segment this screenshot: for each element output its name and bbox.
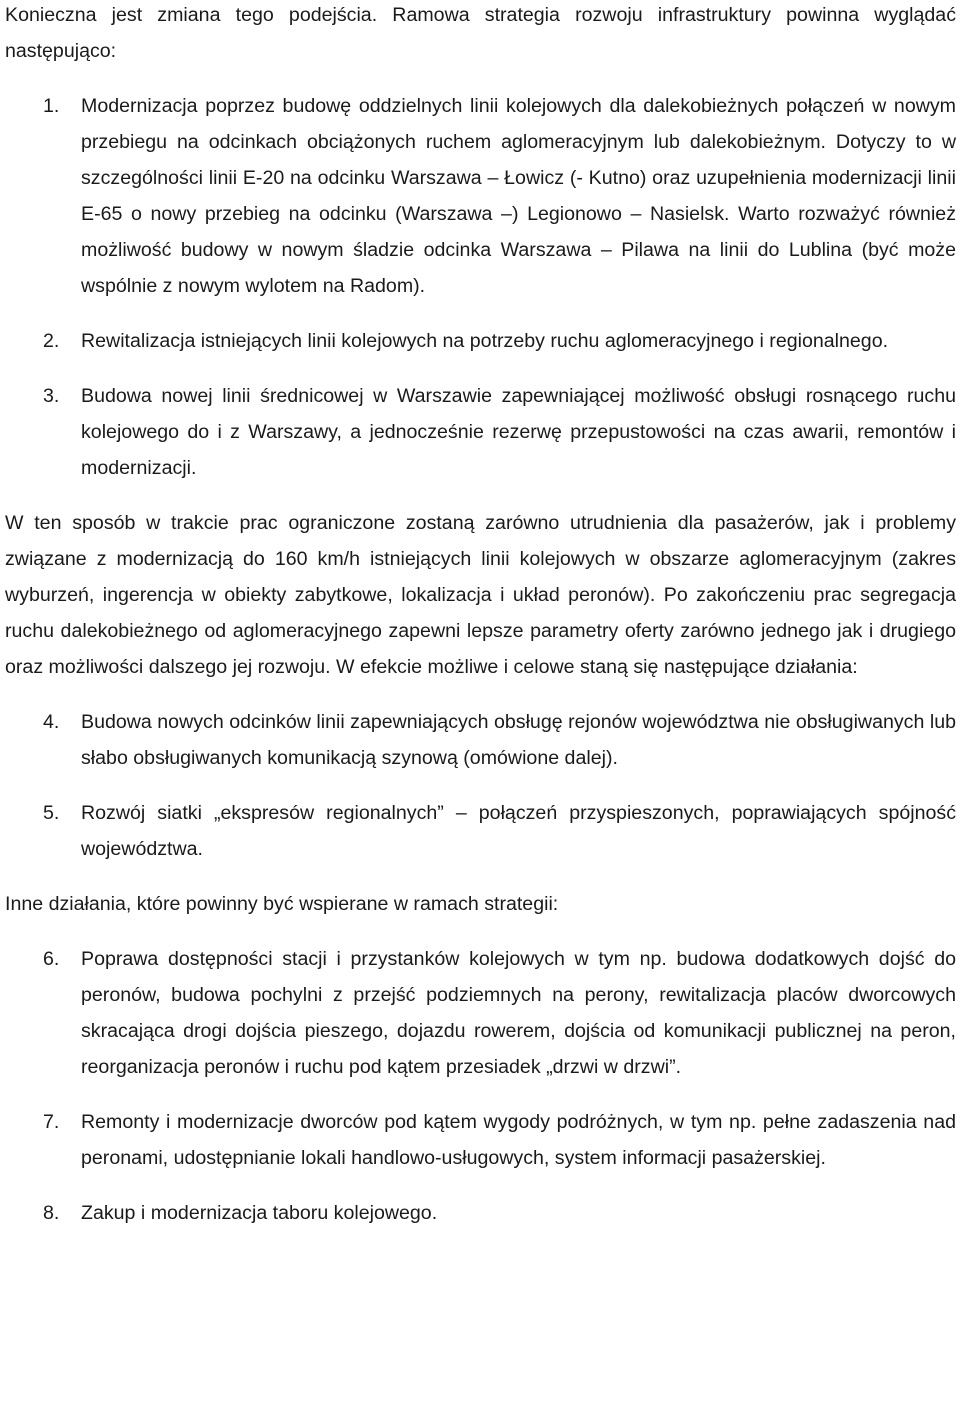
- list-item: [5, 941, 956, 1085]
- list-item: [5, 1104, 956, 1176]
- list-item: [5, 323, 956, 359]
- list-item-text: Modernizacja poprzez budowę oddzielnych linii kolejowych dla dalekobieżnych połączeń w nowym przebiegu na odcinkach obciążonych ruchem aglomeracyjnym lub dalekobieżnym. Dotyczy to w szczególności linii E-20 na odcinku Warszawa – Łowicz (- Kutno) oraz uzupełnienia modernizacji linii E-65 o nowy przebieg na odcinku (Warszawa –) Legionowo – Nasielsk. Warto rozważyć również możliwość budowy w nowym śladzie odcinka Warszawa – Pilawa na linii do Lublina (być może wspólnie z nowym wylotem na Radom).: [81, 95, 956, 297]
- list-item-number: 6.: [43, 948, 60, 970]
- list-item-text: Budowa nowej linii średnicowej w Warszawie zapewniającej możliwość obsługi rosnącego ruchu kolejowego do i z Warszawy, a jednocześnie rezerwę przepustowości na czas awarii, remontów i modernizacji.: [81, 385, 956, 479]
- list-item-number: 3.: [43, 385, 60, 407]
- list-item-text: Rewitalizacja istniejących linii kolejowych na potrzeby ruchu aglomeracyjnego i regionalnego.: [81, 330, 889, 352]
- other-actions-heading: Inne działania, które powinny być wspierane w ramach strategii:: [5, 893, 559, 915]
- middle-paragraph: W ten sposób w trakcie prac ograniczone zostaną zarówno utrudnienia dla pasażerów, jak i problemy związane z modernizacją do 160 km/h istniejących linii kolejowych w obszarze aglomeracyjnym (zakres wyburzeń, ingerencja w obiekty zabytkowe, lokalizacja i układ peronów). Po zakończeniu prac segregacja ruchu dalekobieżnego od aglomeracyjnego zapewni lepsze parametry oferty zarówno jednego jak i drugiego oraz możliwości dalszego jej rozwoju. W efekcie możliwe i celowe staną się następujące działania:: [5, 512, 956, 678]
- list-item-text: Remonty i modernizacje dworców pod kątem wygody podróżnych, w tym np. pełne zadaszenia nad peronami, udostępnianie lokali handlowo-usługowych, system informacji pasażerskiej.: [81, 1111, 956, 1169]
- list-item: [5, 795, 956, 867]
- list-item: [5, 704, 956, 776]
- list-item-number: 4.: [43, 711, 60, 733]
- intro-paragraph: Konieczna jest zmiana tego podejścia. Ramowa strategia rozwoju infrastruktury powinna wyglądać następująco:: [5, 4, 956, 62]
- list-item-number: 5.: [43, 802, 60, 824]
- list-item-number: 7.: [43, 1111, 60, 1133]
- list-item: [5, 88, 956, 304]
- list-item-text: Poprawa dostępności stacji i przystanków kolejowych w tym np. budowa dodatkowych dojść do peronów, budowa pochylni z przejść podziemnych na perony, rewitalizacja placów dworcowych skracająca drogi dojścia pieszego, dojazdu rowerem, dojścia od komunikacji publicznej na peron, reorganizacja peronów i ruchu pod kątem przesiadek „drzwi w drzwi”.: [81, 948, 956, 1078]
- list-item: [5, 1195, 956, 1231]
- list-item: [5, 378, 956, 486]
- list-item-text: Budowa nowych odcinków linii zapewniających obsługę rejonów województwa nie obsługiwanych lub słabo obsługiwanych komunikacją szynową (omówione dalej).: [81, 711, 956, 769]
- list-item-number: 1.: [43, 95, 60, 117]
- list-item-number: 8.: [43, 1202, 60, 1224]
- list-item-number: 2.: [43, 330, 60, 352]
- list-item-text: Rozwój siatki „ekspresów regionalnych” – połączeń przyspieszonych, poprawiających spójność województwa.: [81, 802, 956, 860]
- list-item-text: Zakup i modernizacja taboru kolejowego.: [81, 1202, 438, 1224]
